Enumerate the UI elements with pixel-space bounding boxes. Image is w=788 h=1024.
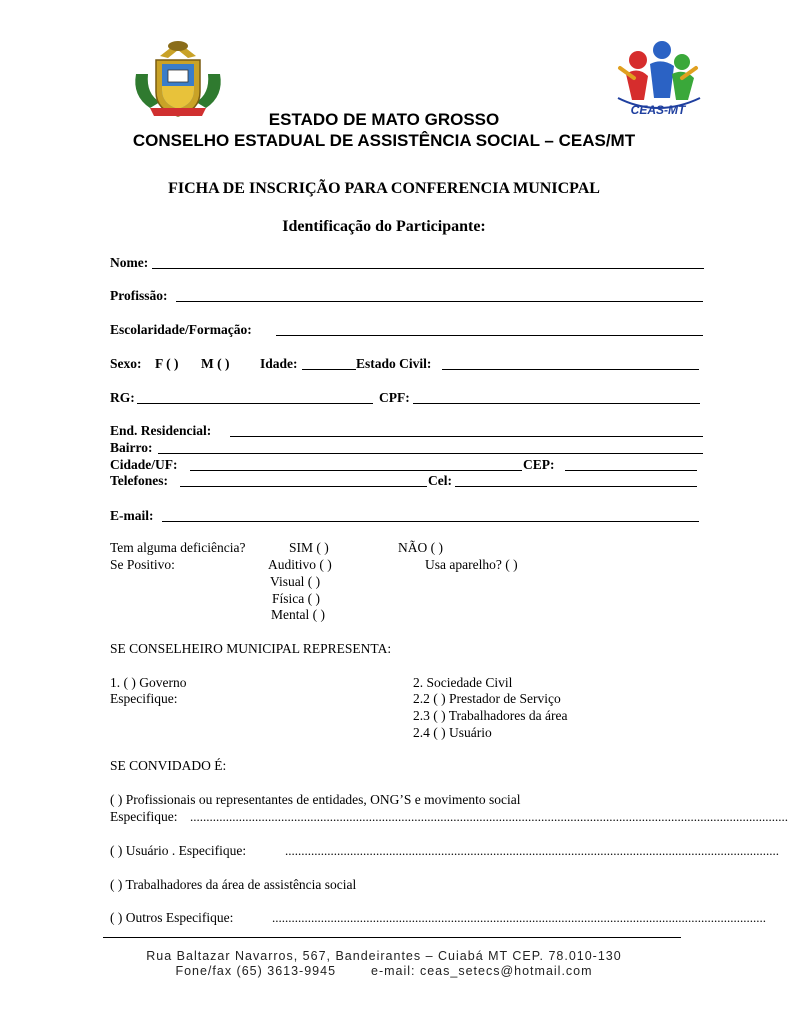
fisica-checkbox[interactable]: Física ( ): [272, 591, 320, 606]
rg-field[interactable]: [137, 403, 373, 404]
usuario-checkbox[interactable]: 2.4 ( ) Usuário: [413, 725, 492, 740]
deficiencia-nao-checkbox[interactable]: NÃO ( ): [398, 540, 443, 555]
form-title: FICHA DE INSCRIÇÃO PARA CONFERENCIA MUNICPAL: [168, 180, 600, 197]
cidade-field[interactable]: [190, 470, 522, 471]
se-positivo-label: Se Positivo:: [110, 557, 175, 572]
form-subtitle: Identificação do Participante:: [282, 218, 486, 235]
email-label: E-mail:: [110, 508, 154, 523]
usuario-convidado-checkbox[interactable]: ( ) Usuário . Especifique:: [110, 843, 247, 858]
trabalhadores-area-checkbox[interactable]: 2.3 ( ) Trabalhadores da área: [413, 708, 568, 723]
bairro-label: Bairro:: [110, 440, 153, 455]
footer-contact: [0, 964, 768, 978]
prestador-servico-checkbox[interactable]: 2.2 ( ) Prestador de Serviço: [413, 691, 561, 706]
footer-address: Rua Baltazar Navarros, 567, Bandeirantes – Cuiabá MT CEP. 78.010-130: [146, 949, 622, 963]
profissionais-especifique-label: Especifique:: [110, 809, 178, 824]
ceas-mt-logo: [612, 38, 704, 120]
cpf-field[interactable]: [413, 403, 700, 404]
sociedade-civil-label: 2. Sociedade Civil: [413, 675, 513, 690]
cidade-label: Cidade/UF:: [110, 457, 178, 472]
escolaridade-field[interactable]: [276, 335, 703, 336]
governo-checkbox[interactable]: 1. ( ) Governo: [110, 675, 187, 690]
email-field[interactable]: [162, 521, 699, 522]
telefones-field[interactable]: [180, 486, 427, 487]
deficiencia-question: Tem alguma deficiência?: [110, 540, 246, 555]
idade-label: Idade:: [260, 356, 298, 371]
convidado-heading: SE CONVIDADO É:: [110, 758, 227, 773]
trabalhadores-convidado-checkbox[interactable]: ( ) Trabalhadores da área de assistência social: [110, 877, 357, 892]
sexo-f-checkbox[interactable]: F ( ): [155, 356, 179, 371]
governo-especifique-label: Especifique:: [110, 691, 178, 706]
cpf-label: CPF:: [379, 390, 410, 405]
bairro-field[interactable]: [158, 453, 703, 454]
state-title: ESTADO DE MATO GROSSO: [268, 110, 500, 129]
telefones-label: Telefones:: [110, 473, 168, 488]
deficiencia-sim-checkbox[interactable]: SIM ( ): [289, 540, 329, 555]
cel-label: Cel:: [428, 473, 452, 488]
sexo-label: Sexo:: [110, 356, 142, 371]
sexo-m-checkbox[interactable]: M ( ): [201, 356, 230, 371]
profissao-label: Profissão:: [110, 288, 168, 303]
nome-field[interactable]: [152, 268, 704, 269]
auditivo-checkbox[interactable]: Auditivo ( ): [268, 557, 332, 572]
visual-checkbox[interactable]: Visual ( ): [270, 574, 321, 589]
ceas-logo-text: CEAS-MT: [630, 103, 686, 117]
endereco-label: End. Residencial:: [110, 423, 212, 438]
idade-field[interactable]: [302, 369, 356, 370]
cep-field[interactable]: [565, 470, 697, 471]
footer-divider: [103, 937, 681, 938]
outros-checkbox[interactable]: ( ) Outros Especifique:: [110, 910, 234, 925]
outros-especifique-field[interactable]: ........................................................................................................................................................: [272, 910, 766, 925]
council-title: CONSELHO ESTADUAL DE ASSISTÊNCIA SOCIAL – CEAS/MT: [132, 131, 636, 150]
footer-phone: Fone/fax (65) 3613-9945: [175, 964, 337, 978]
conselheiro-heading: SE CONSELHEIRO MUNICIPAL REPRESENTA:: [110, 641, 392, 656]
estado-civil-field[interactable]: [442, 369, 699, 370]
endereco-field[interactable]: [230, 436, 703, 437]
usuario-especifique-field[interactable]: ........................................................................................................................................................: [285, 843, 779, 858]
cel-field[interactable]: [455, 486, 697, 487]
rg-label: RG:: [110, 390, 135, 405]
profissionais-checkbox[interactable]: ( ) Profissionais ou representantes de entidades, ONG’S e movimento social: [110, 792, 521, 807]
footer-email: e-mail: ceas_setecs@hotmail.com: [371, 964, 593, 978]
escolaridade-label: Escolaridade/Formação:: [110, 322, 252, 337]
usa-aparelho-checkbox[interactable]: Usa aparelho? ( ): [425, 557, 518, 572]
profissionais-especifique-field[interactable]: ........................................................................................................................................................................................: [190, 809, 788, 824]
cep-label: CEP:: [523, 457, 555, 472]
estado-civil-label: Estado Civil:: [356, 356, 432, 371]
nome-label: Nome:: [110, 255, 149, 270]
profissao-field[interactable]: [176, 301, 703, 302]
mental-checkbox[interactable]: Mental ( ): [271, 607, 325, 622]
